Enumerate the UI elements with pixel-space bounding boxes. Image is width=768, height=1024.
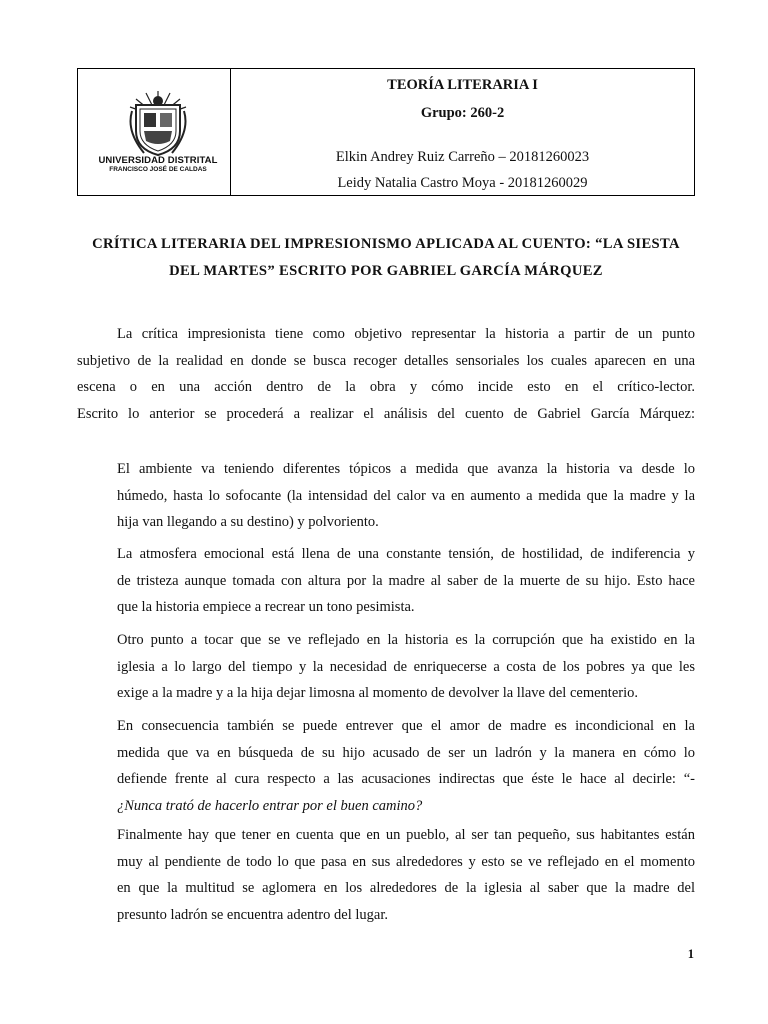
title-line-1: CRÍTICA LITERARIA DEL IMPRESIONISMO APLICADA AL CUENTO: “LA SIESTA — [92, 236, 680, 252]
paragraph-line: que la historia empiece a recrear un tono pesimista. — [117, 599, 415, 615]
paragraph-line: de tristeza aunque tomada con altura por la madre al saber de la muerte de su hijo. Esto hace — [117, 572, 695, 589]
paragraph-line: hija van llegando a su destino) y polvoriento. — [117, 514, 379, 530]
group-label: Grupo: 260-2 — [420, 105, 505, 121]
paragraph-line: en que la multitud se aglomera en los alrededores de la iglesia al saber que la madre del — [117, 880, 695, 896]
logo-text-university: UNIVERSIDAD DISTRITAL — [98, 155, 218, 166]
paragraph-corrupcion — [117, 627, 695, 707]
university-seal-icon — [98, 87, 218, 157]
paragraph-line: medida que va en búsqueda de su hijo acusado de ser un ladrón y la manera en cómo lo — [117, 744, 695, 761]
header-table — [77, 68, 695, 196]
intro-line-4: Escrito lo anterior se procederá a realizar el análisis del cuento de Gabriel García Márquez: — [77, 405, 695, 422]
quote-line: ¿Nunca trató de hacerlo entrar por el buen camino? — [117, 797, 423, 814]
info-cell — [231, 69, 694, 195]
logo-text-name: FRANCISCO JOSÉ DE CALDAS — [109, 166, 207, 173]
paragraph-line: iglesia a lo largo del tiempo y la necesidad de enriquecerse a costa de los pobres ya que les — [117, 658, 695, 675]
paragraph-line: defiende frente al cura respecto a las acusaciones indirectas que éste le hace al decirle: “- — [117, 771, 695, 787]
intro-paragraph — [77, 321, 695, 427]
paragraph-ambiente — [117, 456, 695, 536]
author-1: Elkin Andrey Ruiz Carreño – 20181260023 — [335, 149, 590, 165]
intro-line-3: escena o en una acción dentro de la obra y cómo incide esto en el crítico-lector. — [77, 379, 695, 395]
intro-line-1: La crítica impresionista tiene como objetivo representar la historia a partir de un punto — [117, 326, 695, 342]
title-line-2: DEL MARTES” ESCRITO POR GABRIEL GARCÍA MÁRQUEZ — [169, 263, 603, 279]
university-logo — [98, 87, 218, 187]
paragraph-line: En consecuencia también se puede entrever que el amor de madre es incondicional en la — [117, 718, 695, 734]
document-title — [77, 231, 695, 285]
paragraph-line: La atmosfera emocional está llena de una constante tensión, de hostilidad, de indiferencia y — [117, 546, 695, 562]
paragraph-amor — [117, 713, 695, 819]
paragraph-line: exige a la madre y a la hija dejar limosna al momento de devolver la llave del cementerio. — [117, 685, 638, 701]
paragraph-line: El ambiente va teniendo diferentes tópicos a medida que avanza la historia va desde lo — [117, 461, 695, 477]
paragraph-line: húmedo, hasta lo sofocante (la intensidad del calor va en aumento a medida que la madre y la — [117, 487, 695, 504]
page-number: 1 — [687, 947, 694, 961]
intro-line-2: subjetivo de la realidad en donde se busca recoger detalles sensoriales los cuales aparecen en una — [77, 352, 695, 369]
paragraph-line: Finalmente hay que tener en cuenta que en un pueblo, al ser tan pequeño, sus habitantes están — [117, 827, 695, 843]
course-title: TEORÍA LITERARIA I — [387, 77, 538, 93]
paragraph-pueblo — [117, 822, 695, 928]
logo-cell — [78, 69, 231, 195]
paragraph-line: presunto ladrón se encuentra adentro del lugar. — [117, 906, 388, 923]
paragraph-line: muy al pendiente de todo lo que pasa en sus alrededores y esto se ve reflejado en el momento — [117, 853, 695, 870]
paragraph-line: Otro punto a tocar que se ve reflejado en la historia es la corrupción que ha existido en la — [117, 632, 695, 648]
author-2: Leidy Natalia Castro Moya - 20181260029 — [337, 175, 588, 191]
paragraph-atmosfera — [117, 541, 695, 621]
